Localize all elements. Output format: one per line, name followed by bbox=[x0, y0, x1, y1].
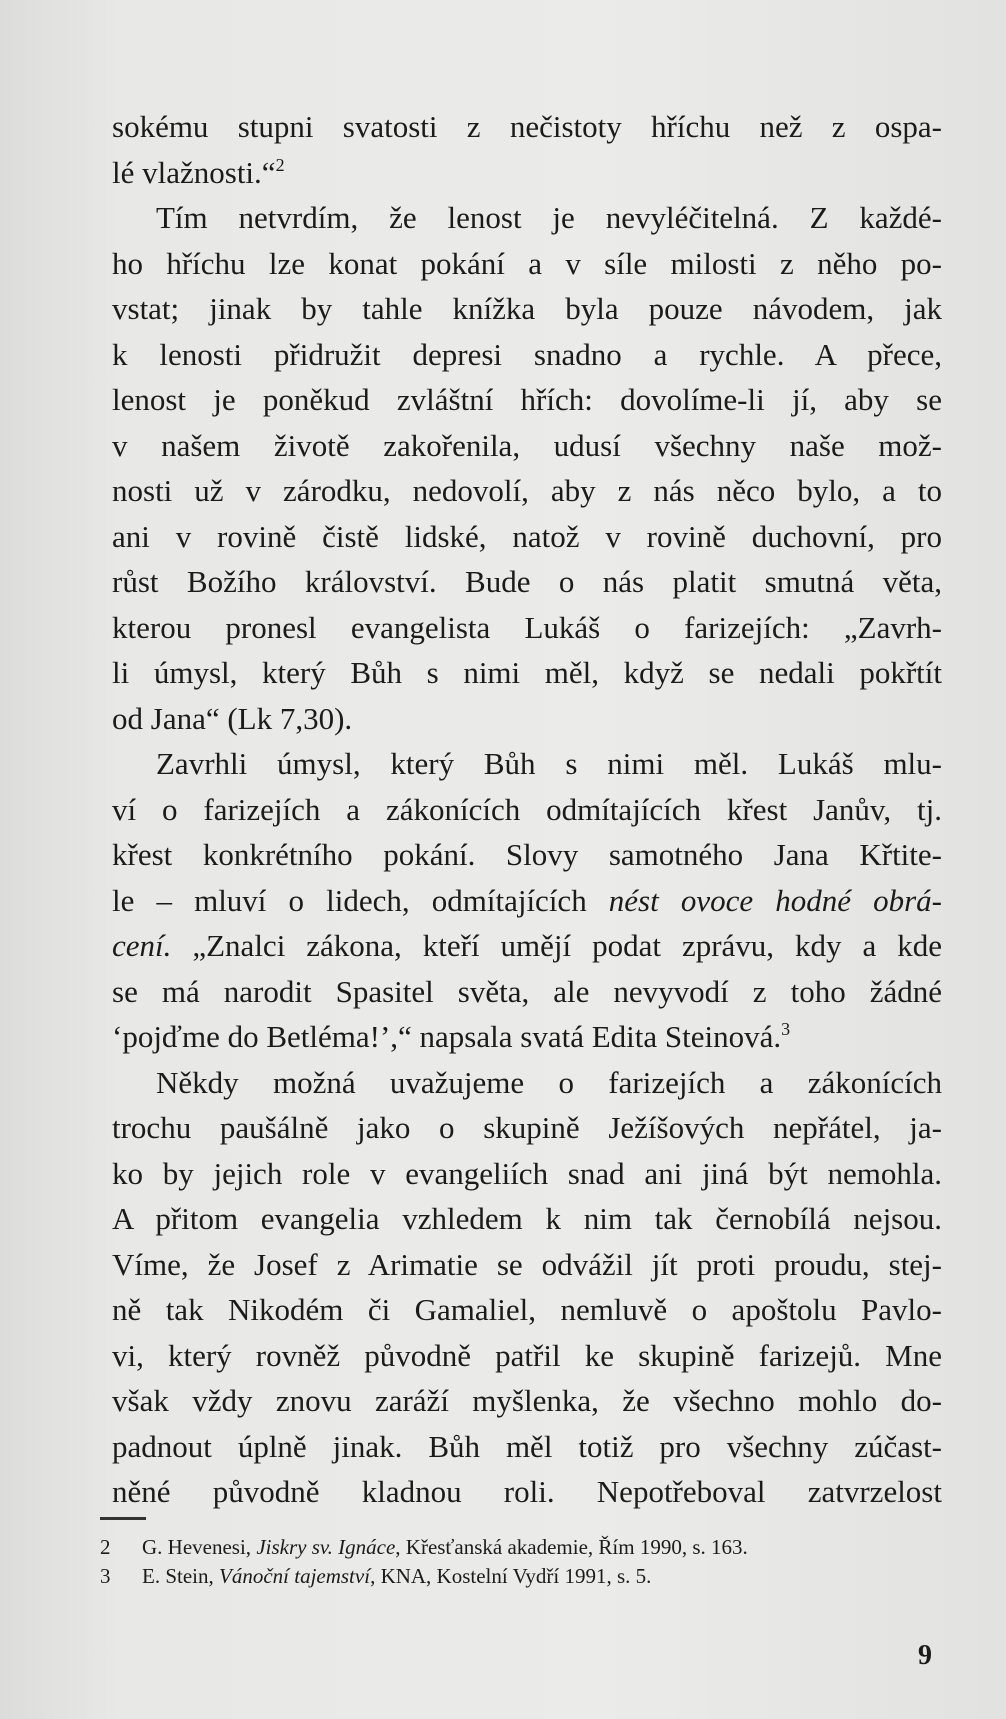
text-line bbox=[112, 1060, 942, 1106]
footnotes bbox=[100, 1533, 960, 1591]
line-text: k lenosti přidružit depresi snadno a rychle. A přece, bbox=[112, 336, 942, 372]
line-text: padnout úplně jinak. Bůh měl totiž pro všechny zúčast- bbox=[112, 1428, 942, 1464]
line-text: nosti už v zárodku, nedovolí, aby z nás něco bylo, a to bbox=[112, 473, 942, 508]
italic-text: nést ovoce hodné obrá- bbox=[608, 882, 942, 918]
page-number: 9 bbox=[918, 1640, 932, 1671]
text-line bbox=[112, 1424, 942, 1470]
footnote-reference[interactable]: 2 bbox=[275, 154, 285, 175]
text-line bbox=[112, 969, 942, 1015]
text-line bbox=[112, 787, 942, 833]
line-text: le – mluví o lidech, odmítajících bbox=[112, 882, 609, 918]
line-text: něné původně kladnou roli. Nepotřeboval zatvrzelost bbox=[112, 1474, 942, 1509]
text-line bbox=[112, 923, 942, 969]
footnote-text: G. Hevenesi, bbox=[142, 1535, 257, 1559]
footnote-text: , Křesťanská akademie, Řím 1990, s. 163. bbox=[395, 1535, 748, 1559]
line-text: Někdy možná uvažujeme o farizejích a zákonících bbox=[156, 1064, 942, 1100]
footnote-number: 3 bbox=[100, 1564, 111, 1588]
line-text: A přitom evangelia vzhledem k nim tak černobílá nejsou. bbox=[112, 1201, 942, 1236]
footnote-rule bbox=[100, 1517, 146, 1520]
text-line bbox=[112, 1469, 942, 1515]
text-line bbox=[112, 559, 942, 605]
text-line bbox=[112, 1105, 942, 1151]
line-text: Víme, že Josef z Arimatie se odvážil jít proti proudu, stej- bbox=[112, 1246, 942, 1282]
line-text: kterou pronesl evangelista Lukáš o farizejích: „Zavrh- bbox=[112, 609, 942, 645]
line-text: ko by jejich role v evangeliích snad ani jiná být nemohla. bbox=[112, 1155, 942, 1191]
text-line bbox=[112, 1378, 942, 1424]
text-line bbox=[112, 1287, 942, 1333]
text-line bbox=[112, 377, 942, 423]
line-text: v našem životě zakořenila, udusí všechny naše mož- bbox=[112, 427, 942, 463]
text-line bbox=[112, 832, 942, 878]
text-line bbox=[112, 468, 942, 514]
text-line bbox=[112, 241, 942, 287]
line-text: ně tak Nikodém či Gamaliel, nemluvě o apoštolu Pavlo- bbox=[112, 1292, 942, 1327]
line-text: se má narodit Spasitel světa, ale nevyvodí z toho žádné bbox=[112, 973, 942, 1009]
text-line bbox=[112, 332, 942, 378]
line-text: však vždy znovu zaráží myšlenka, že všechno mohlo do- bbox=[112, 1383, 942, 1418]
line-text: ‘pojďme do Betléma!’,“ napsala svatá Edita Steinová. bbox=[112, 1019, 782, 1054]
line-text: růst Božího království. Bude o nás platit smutná věta, bbox=[112, 564, 942, 599]
text-line bbox=[112, 286, 942, 332]
text-line bbox=[112, 1196, 942, 1242]
italic-text: cení. bbox=[112, 928, 172, 963]
text-line bbox=[112, 650, 942, 696]
text-line bbox=[112, 1333, 942, 1379]
text-line bbox=[112, 741, 942, 787]
line-text: sokému stupni svatosti z nečistoty hříchu než z ospa- bbox=[112, 109, 942, 144]
body-text bbox=[112, 104, 942, 1515]
text-line bbox=[112, 150, 942, 196]
text-line bbox=[112, 605, 942, 651]
footnote bbox=[100, 1562, 960, 1591]
line-text: lenost je poněkud zvláštní hřích: dovolíme-li jí, aby se bbox=[112, 382, 942, 417]
line-text: ví o farizejích a zákonících odmítajících křest Janův, tj. bbox=[112, 791, 942, 827]
footnote bbox=[100, 1533, 960, 1562]
line-text: křest konkrétního pokání. Slovy samotného Jana Křtite- bbox=[112, 837, 942, 872]
footnote-text: , KNA, Kostelní Vydří 1991, s. 5. bbox=[370, 1564, 652, 1588]
line-text: ho hříchu lze konat pokání a v síle milosti z něho po- bbox=[112, 245, 942, 281]
line-text: Zavrhli úmysl, který Bůh s nimi měl. Lukáš mlu- bbox=[156, 746, 942, 781]
text-line bbox=[112, 1242, 942, 1288]
footnote-number: 2 bbox=[100, 1535, 111, 1559]
line-text: li úmysl, který Bůh s nimi měl, když se nedali pokřtít bbox=[112, 655, 942, 690]
text-line bbox=[112, 1151, 942, 1197]
line-text: lé vlažnosti.“ bbox=[112, 154, 276, 190]
line-text: „Znalci zákona, kteří umějí podat zprávu, kdy a kde bbox=[171, 928, 942, 963]
text-line bbox=[112, 696, 942, 742]
line-text: vi, který rovněž původně patřil ke skupině farizejů. Mne bbox=[112, 1337, 942, 1373]
text-line bbox=[112, 104, 942, 150]
footnote-title: Vánoční tajemství bbox=[219, 1564, 371, 1588]
footnote-text: E. Stein, bbox=[142, 1564, 219, 1588]
line-text: trochu paušálně jako o skupině Ježíšových nepřátel, ja- bbox=[112, 1110, 942, 1145]
text-line bbox=[112, 195, 942, 241]
text-line bbox=[112, 878, 942, 924]
footnote-title: Jiskry sv. Ignáce bbox=[256, 1535, 396, 1559]
line-text: vstat; jinak by tahle knížka byla pouze návodem, jak bbox=[112, 291, 942, 326]
footnote-reference[interactable]: 3 bbox=[781, 1019, 791, 1039]
text-line bbox=[112, 423, 942, 469]
text-line bbox=[112, 514, 942, 560]
line-text: od Jana“ (Lk 7,30). bbox=[112, 700, 353, 736]
text-line bbox=[112, 1014, 942, 1060]
line-text: ani v rovině čistě lidské, natož v rovině duchovní, pro bbox=[112, 518, 942, 554]
line-text: Tím netvrdím, že lenost je nevyléčitelná. Z každé- bbox=[156, 200, 942, 235]
